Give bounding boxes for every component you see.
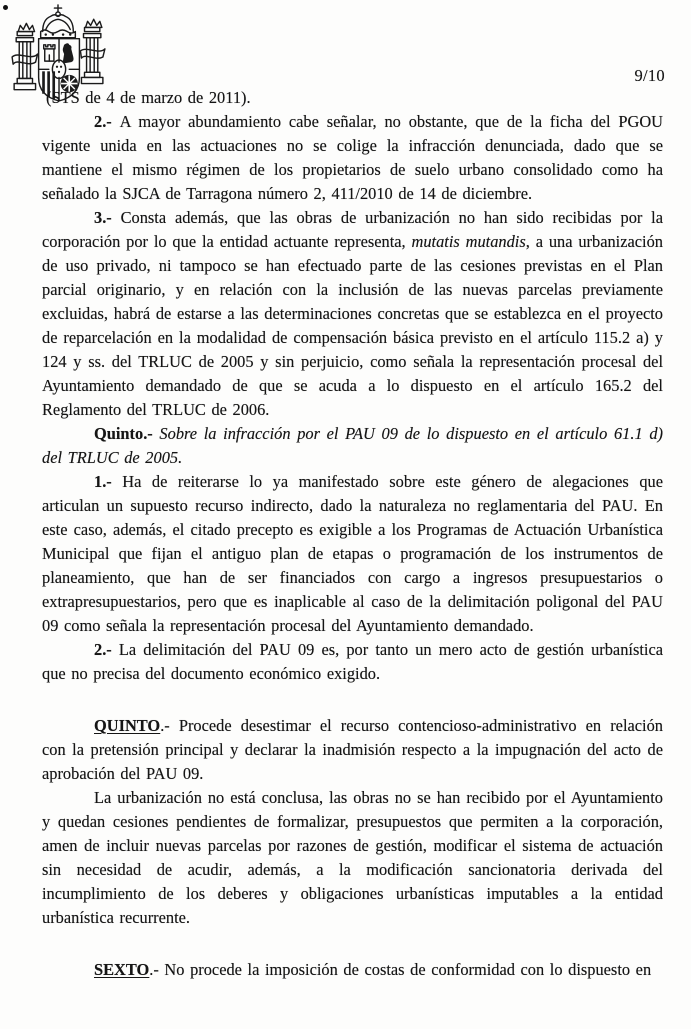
paragraph <box>42 714 663 786</box>
crown <box>41 5 76 38</box>
paragraph <box>42 86 663 110</box>
text-segment: .- Procede desestimar el recurso contencioso-administrativo en relación con la pretensión principal y declarar la inadmisión respecto a la impugnación del acto de aprobación del PAU 09. <box>42 716 663 783</box>
paragraph <box>42 110 663 206</box>
text-segment: La delimitación del PAU 09 es, por tanto un mero acto de gestión urbanística que no precisa del documento económico exigido. <box>42 640 663 683</box>
text-segment: 1.- <box>94 472 123 491</box>
left-pillar <box>12 23 37 89</box>
paragraph <box>42 638 663 686</box>
text-segment: SEXTO <box>94 960 150 979</box>
text-segment: mutatis mutandis <box>411 232 526 251</box>
paragraph <box>42 958 663 982</box>
text-segment: Sobre la infracción por el PAU 09 de lo dispuesto en el artículo 61.1 d) del TRLUC de 2005. <box>42 424 663 467</box>
text-segment: 3.- <box>94 208 121 227</box>
text-segment: 2.- <box>94 112 120 131</box>
text-segment: QUINTO <box>94 716 161 735</box>
paragraph <box>42 206 663 422</box>
text-segment: A mayor abundamiento cabe señalar, no obstante, que de la ficha del PGOU vigente unida en las actuaciones no se colige la infracción denunciada, dado que se mantiene el mismo régimen de los propietarios de suelo urbano consolidado como ha señalado la SJCA de Tarragona número 2, 411/2010 de 14 de diciembre. <box>42 112 663 203</box>
right-pillar <box>80 19 104 83</box>
text-segment: (STS de 4 de marzo de 2011). <box>46 88 251 107</box>
text-segment: Quinto.- <box>94 424 160 443</box>
text-segment: Ha de reiterarse lo ya manifestado sobre este género de alegaciones que articulan un supuesto recurso indirecto, dado la naturaleza no reglamentaria del PAU. En este caso, además, el citado precepto es exigible a los Programas de Actuación Urbanística Municipal que fijan el antiguo plan de etapas o programación de los instrumentos de planeamiento, que han de ser financiados con cargo a ingresos presupuestarios o extrapresupuestarios, pero que es inaplicable al caso de la delimitación poligonal del PAU 09 como señala la representación procesal del Ayuntamiento demandado. <box>42 472 663 635</box>
text-segment: 2.- <box>94 640 119 659</box>
page-number: 9/10 <box>634 66 665 85</box>
text-segment: .- No procede la imposición de costas de conformidad con lo dispuesto en <box>149 960 652 979</box>
paragraph <box>42 422 663 470</box>
text-segment: La urbanización no está conclusa, las obras no se han recibido por el Ayuntamiento y quedan cesiones pendientes de formalizar, presupuestos que permiten a la corporación, amen de incluir nuevas parcelas por razones de gestión, modificar el sistema de actuación sin necesidad de acudir, además, a la modificación sancionatoria derivada del incumplimiento de los deberes y obligaciones urbanísticas imputables a la entidad urbanística recurrente. <box>42 788 663 927</box>
paragraph <box>42 786 663 930</box>
text-segment: , a una urbanización de uso privado, ni tampoco se han efectuado parte de las cesiones previstas en el Plan parcial originario, y en relación con la inclusión de las nuevas parcelas previamente excluidas, habrá de estarse a las determinaciones concretas que se establezca en el proyecto de reparcelación en la modalidad de compensación básica previsto en el artículo 115.2 a) y 124 y ss. del TRLUC de 2005 y sin perjuicio, como señala la representación procesal del Ayuntamiento demandado de que se acuda a lo dispuesto en el artículo 165.2 del Reglamento del TRLUC de 2006. <box>42 232 663 419</box>
paragraph <box>42 470 663 638</box>
document-body <box>42 86 663 982</box>
text-segment: Consta además, que las obras de urbanización no han sido recibidas por la corporación por lo que la entidad actuante representa, <box>42 208 664 251</box>
